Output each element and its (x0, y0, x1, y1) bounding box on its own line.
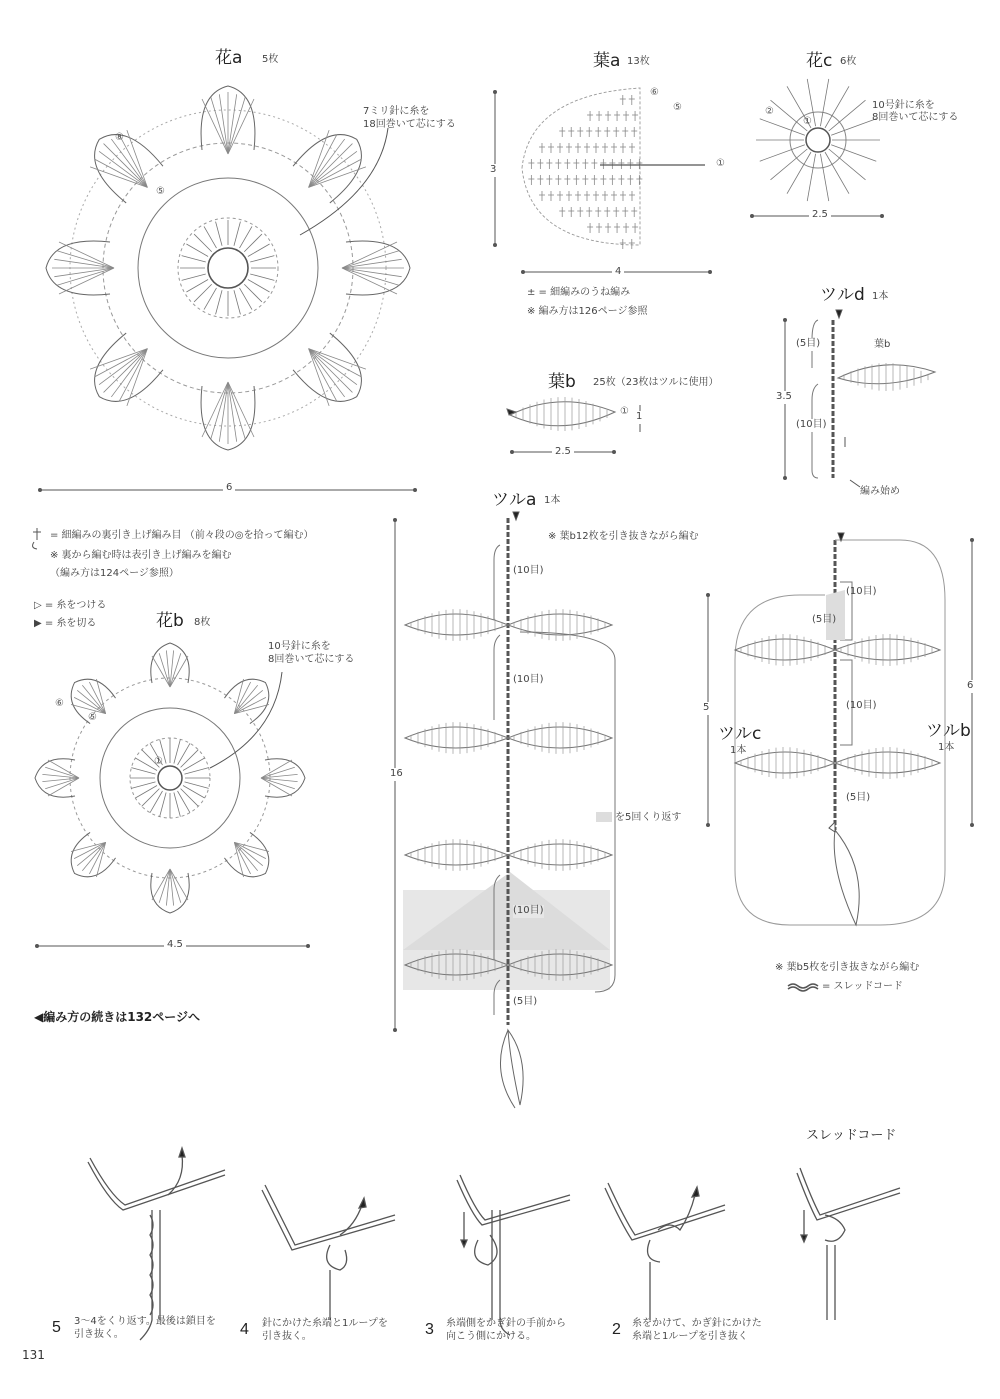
flower-c-row-2: ② (765, 106, 774, 117)
leaf-a-title: 葉a (593, 51, 621, 71)
flower-c-width: 2.5 (809, 209, 831, 222)
vine-a-height: 16 (390, 768, 403, 779)
flower-b-row-5: ⑤ (88, 712, 97, 723)
vine-a-seg-10-2: (10目) (513, 674, 544, 685)
leaf-a-count: 13枚 (627, 56, 650, 67)
flower-a-width: 6 (223, 482, 235, 495)
flower-a-count: 5枚 (262, 54, 279, 65)
flower-a-note-2: 18回巻いて芯にする (363, 119, 456, 130)
vine-bc-seg-10-1: (10目) (846, 586, 877, 597)
leaf-b-width: 2.5 (552, 446, 574, 459)
step-5-line-1: 3〜4をくり返す。最後は鎖目を (74, 1316, 216, 1327)
flower-b-row-1: ① (154, 756, 163, 767)
cord-legend: = スレッドコード (822, 981, 904, 992)
vine-d-height: 3.5 (776, 391, 792, 402)
vine-a-chart (403, 512, 615, 1108)
continue-note: ◀編み方の続きは132ページへ (34, 1010, 201, 1024)
step-5-number: 5 (52, 1319, 61, 1336)
vine-a-note: ※ 葉b12枚を引き抜きながら編む (548, 531, 699, 542)
vine-a-seg-5: (5目) (513, 996, 538, 1007)
leaf-b-row-1: ① (620, 406, 629, 417)
vine-a-title: ツルa (492, 490, 537, 510)
vine-a-seg-10-3: (10目) (513, 905, 544, 916)
flower-a-round-5: ⑤ (156, 186, 165, 197)
flower-a-chart (46, 86, 410, 450)
vine-d-chart (812, 310, 935, 487)
leaf-a-row-1: ① (716, 158, 725, 169)
flower-c-note-1: 10号針に糸を (872, 100, 935, 111)
vine-a-count: 1本 (544, 495, 561, 506)
thread-cord-illustrations (88, 1148, 900, 1340)
leaf-a-symbol-legend: ± = 細編みのうね編み (527, 287, 631, 298)
vine-bc-seg-5-2: (5目) (846, 792, 871, 803)
step-3-line-2: 向こう側にかける。 (446, 1331, 536, 1342)
step-4-number: 4 (240, 1321, 249, 1338)
vine-bc-seg-5-1: (5目) (812, 614, 837, 625)
flower-a-title: 花a (215, 48, 243, 68)
legend-reverse-note: ※ 裏から編む時は表引き上げ編みを編む (50, 550, 232, 561)
flower-c-count: 6枚 (840, 56, 857, 67)
step-4-line-2: 引き抜く。 (262, 1331, 312, 1342)
step-5-line-2: 引き抜く。 (74, 1329, 124, 1340)
step-2-line-1: 糸をかけて、かぎ針にかけた (632, 1318, 762, 1329)
step-3-line-1: 糸端側をかぎ針の手前から (446, 1318, 566, 1329)
leaf-a-row-6: ⑥ (650, 87, 659, 98)
vine-bc-chart (735, 533, 945, 925)
flower-b-title: 花b (156, 611, 184, 631)
vine-c-title: ツルc (718, 724, 762, 744)
vine-d-title: ツルd (820, 285, 865, 305)
vine-d-seg-5: (5目) (796, 338, 821, 349)
vine-d-seg-10: (10目) (796, 419, 827, 430)
vine-a-repeat-note: を5回くり返す (615, 812, 682, 823)
legend-reference-note: （編み方は124ページ参照） (50, 568, 179, 579)
leaf-a-width: 4 (612, 266, 624, 279)
flower-b-note-2: 8回巻いて芯にする (268, 654, 355, 665)
leaf-a-row-5: ⑤ (673, 102, 682, 113)
flower-b-row-6: ⑥ (55, 698, 64, 709)
leaf-a-reference-note: ※ 編み方は126ページ参照 (527, 306, 648, 317)
flower-c-title: 花c (806, 51, 833, 71)
flower-b-width: 4.5 (164, 939, 186, 952)
vine-d-leaf-label: 葉b (874, 339, 891, 350)
step-2-number: 2 (612, 1321, 621, 1338)
vine-c-count: 1本 (730, 745, 747, 756)
vine-a-seg-10-1: (10目) (513, 565, 544, 576)
step-3-number: 3 (425, 1321, 434, 1338)
vine-b-height: 6 (967, 680, 974, 691)
leaf-b-chart (507, 397, 615, 431)
flower-a-note-1: 7ミリ針に糸を (363, 106, 430, 117)
thread-cord-title: スレッドコード (806, 1128, 897, 1143)
vine-bc-note: ※ 葉b5枚を引き抜きながら編む (775, 962, 920, 973)
leaf-b-title: 葉b (548, 372, 576, 392)
page-number: 131 (22, 1348, 45, 1362)
flower-a-round-8: ⑧ (115, 132, 124, 143)
legend-symbol-line: = 細編みの裏引き上げ編み目 （前々段の◎を拾って編む） (50, 530, 314, 541)
legend-attach-yarn: ▷ = 糸をつける (34, 600, 107, 611)
step-2-line-2: 糸端と1ループを引き抜く (632, 1331, 748, 1342)
vine-c-height: 5 (703, 702, 710, 713)
legend-cut-yarn: ▶ = 糸を切る (34, 618, 97, 629)
flower-b-count: 8枚 (194, 617, 211, 628)
vine-bc-seg-10-2: (10目) (846, 700, 877, 711)
flower-b-chart (35, 643, 305, 913)
flower-c-chart (756, 79, 880, 201)
vine-d-count: 1本 (872, 291, 889, 302)
vine-d-start-label: 編み始め (860, 486, 900, 497)
flower-c-note-2: 8回巻いて芯にする (872, 112, 959, 123)
leaf-a-height: 3 (490, 164, 497, 175)
vine-b-title: ツルb (926, 721, 971, 741)
step-4-line-1: 針にかけた糸端と1ループを (262, 1318, 388, 1329)
flower-b-note-1: 10号針に糸を (268, 641, 331, 652)
vine-b-count: 1本 (938, 742, 955, 753)
flower-c-row-1: ① (803, 116, 812, 127)
legend-symbols (33, 528, 43, 628)
leaf-b-height: 1 (636, 411, 643, 422)
leaf-b-count: 25枚（23枚はツルに使用） (593, 377, 719, 388)
